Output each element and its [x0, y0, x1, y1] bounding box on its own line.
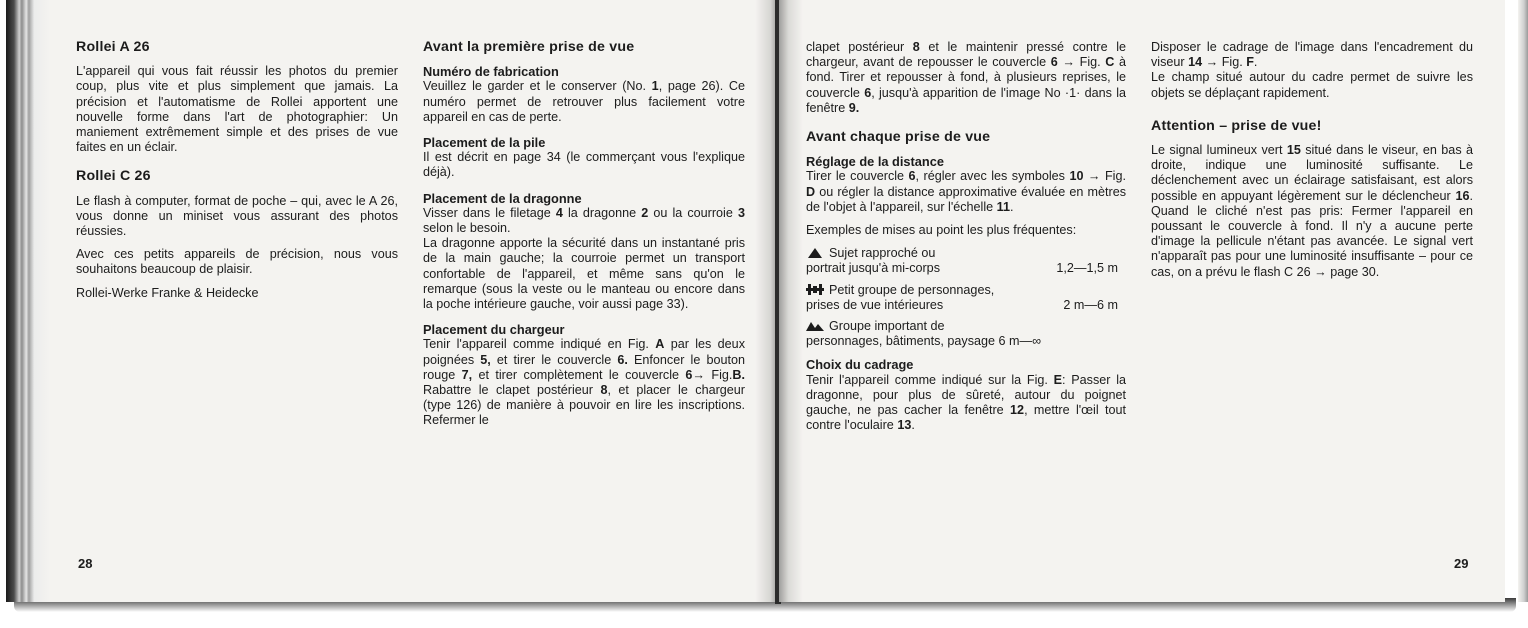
heading-avant-chaque: Avant chaque prise de vue — [806, 129, 991, 146]
section-numero — [423, 64, 745, 125]
example-portrait-line2: portrait jusqu'à mi-corps 1,2—1,5 m — [806, 261, 1118, 276]
right-page — [779, 0, 1505, 602]
page-stack-edge — [6, 0, 50, 602]
example-landscape — [806, 319, 1126, 349]
mountain-landscape-icon — [806, 320, 824, 331]
example-group-line1: Petit groupe de personnages, — [806, 283, 1126, 298]
example-group-line2: prises de vue intérieures 2 m—6 m — [806, 297, 1118, 312]
heading-rollei-a26: Rollei A 26 — [76, 39, 150, 55]
right-gutter-shadow — [779, 0, 803, 602]
page-number-right: 29 — [1454, 556, 1469, 571]
column-2 — [423, 40, 745, 443]
section-attention — [1151, 119, 1473, 280]
paragraph-pile: Il est décrit en page 34 (le commerçant vous l'explique déjà). — [423, 150, 745, 180]
heading-avant-premiere: Avant la première prise de vue — [423, 39, 635, 55]
range-group: 2 m—6 m — [1063, 297, 1118, 312]
paragraph-champ: Le champ situé autour du cadre permet de suivre les objets se déplaçant rapidement. — [1151, 70, 1473, 100]
section-rollei-a26 — [76, 40, 398, 155]
subheading-pile: Placement de la pile — [423, 135, 546, 151]
subheading-chargeur: Placement du chargeur — [423, 322, 565, 338]
left-page — [6, 0, 777, 602]
section-dragonne — [423, 191, 745, 313]
paragraph-chargeur-cont: clapet postérieur 8 et le maintenir pressé contre le chargeur, avant de repousser le couvercle 6 → Fig. C à fond. Tirer et repousser à fond, à plusieurs reprises, le couvercle 6, jusqu'à apparition de l'image No ·1· dans la fenêtre 9. — [806, 40, 1126, 115]
paragraph-dragonne-2: La dragonne apporte la sécurité dans un instantané pris de la main gauche; la courroie permet un transport confortable de l'appareil, et même sans qu'on le remarque (sous la veste ou le manteau ou encore dans la poche intérieure gauche, voir aussi page 33). — [423, 236, 745, 312]
paragraph-dragonne-1: Visser dans le filetage 4 la dragonne 2 ou la courroie 3 selon le besoin. — [423, 205, 745, 236]
paragraph-wishes: Avec ces petits appareils de précision, nous vous souhaitons beaucoup de plaisir. — [76, 247, 398, 277]
subheading-distance: Réglage de la distance — [806, 154, 944, 170]
paragraph-rollei-a26: L'appareil qui vous fait réussir les photos du premier coup, plus vite et plus simplement que jamais. La précision et l'automatisme de Rollei apportent une nouvelle forme dans l'art de photographier: Un maniement extrêmement simple et des prises de vue faites en un éclair. — [76, 64, 398, 155]
section-rollei-c26 — [76, 169, 398, 300]
subheading-dragonne: Placement de la dragonne — [423, 190, 582, 206]
section-chargeur — [423, 322, 745, 428]
heading-rollei-c26: Rollei C 26 — [76, 168, 151, 185]
example-landscape-line1: Groupe important de — [806, 319, 1126, 334]
example-portrait — [806, 246, 1126, 276]
paragraph-cadrage: Tenir l'appareil comme indiqué sur la Fig. E: Passer la dragonne, pour plus de sûreté, autour du poignet gauche, ne pas cacher la fenêtre 12, mettre l'œil tout contre l'oculaire 13. — [806, 372, 1126, 433]
subheading-numero: Numéro de fabrication — [423, 64, 559, 80]
subheading-cadrage: Choix du cadrage — [806, 357, 914, 373]
example-landscape-line2: personnages, bâtiments, paysage 6 m—∞ — [806, 334, 1042, 349]
small-group-icon — [806, 284, 824, 295]
section-cadrage — [806, 357, 1126, 433]
paragraph-chargeur: Tenir l'appareil comme indiqué en Fig. A par les deux poignées 5, et tirer le couvercle 6. Enfoncer le bouton rouge 7, et tirer complètement le couvercle 6→ Fig.B. Rabattre le clapet postérieur 8, et placer le chargeur (type 126) de manière à pouvoir en lire les inscriptions. Refermer le — [423, 337, 746, 428]
example-group — [806, 283, 1126, 313]
section-distance — [806, 154, 1126, 349]
paragraph-flash: Le flash à computer, format de poche – qui, avec le A 26, vous donne un miniset vous assurant des photos réussies. — [76, 193, 398, 239]
column-3 — [806, 40, 1126, 447]
single-person-icon — [806, 247, 824, 258]
column-1 — [76, 40, 398, 315]
signature-line: Rollei-Werke Franke & Heidecke — [76, 285, 259, 300]
section-pile — [423, 135, 745, 181]
example-portrait-line1: Sujet rapproché ou — [806, 246, 1126, 261]
paragraph-numero: Veuillez le garder et le conserver (No. 1, page 26). Ce numéro permet de retrouver plus facilement votre appareil en cas de perte. — [423, 79, 746, 124]
paragraph-exemples: Exemples de mises au point les plus fréquentes: — [806, 223, 1077, 238]
column-4 — [1151, 40, 1473, 294]
paragraph-distance: Tirer le couvercle 6, régler avec les symboles 10 → Fig. D ou régler la distance approximative évaluée en mètres de l'objet à l'appareil, sur l'échelle 11. — [806, 169, 1126, 214]
right-page-edge — [1518, 0, 1528, 602]
left-gutter-shadow — [755, 0, 777, 602]
page-number-left: 28 — [78, 556, 93, 571]
paragraph-cadrage-cont: Disposer le cadrage de l'image dans l'encadrement du viseur 14 → Fig. F. — [1151, 40, 1473, 70]
heading-attention: Attention – prise de vue! — [1151, 117, 1322, 134]
range-portrait: 1,2—1,5 m — [1056, 261, 1118, 276]
paragraph-attention: Le signal lumineux vert 15 situé dans le viseur, en bas à droite, indique une luminosité suffisante. Le déclenchement avec un éclairage satisfaisant, est alors possible en appuyant légèrement sur le déclencheur 16. Quand le cliché n'est pas pris: Fermer l'appareil en poussant le couvercle à fond. Il n'y a aucune perte d'image la pellicule n'étant pas avancée. Le signal vert n'apparaît pas pour une luminosité insuffisante – pour ce cas, on a prévu le flash C 26 → page 30. — [1151, 143, 1473, 279]
